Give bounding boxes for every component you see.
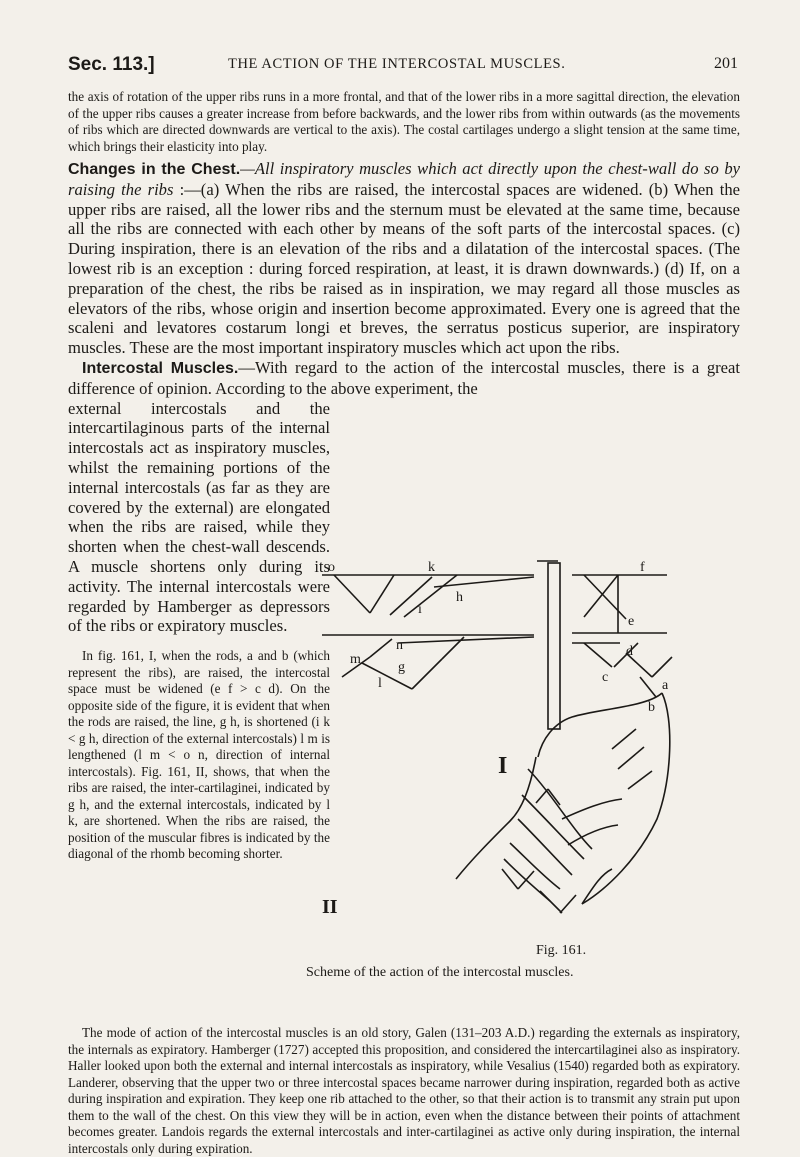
diagram-label: h bbox=[456, 590, 463, 605]
opening-paragraph: the axis of rotation of the upper ribs runs in a more frontal, and that of the lower ribs in a more sagittal direction, the elevation of the upper ribs causes a greater increase from before backwards, and the lower ribs from within outwards (as the movements of ribs which are directed downwards are vertical to the axis). The costal cartilages undergo a slight tension at the same time, which brings their elasticity into play. bbox=[68, 89, 740, 154]
changes-text: :—(a) When the ribs are raised, the intercostal spaces are widened. (b) When the upper ribs are raised, all the lower ribs and the sternum must be elevated at the same time, because all the ribs are connected with each other by means of the soft parts of the intercostal spaces. (c) During inspiration, there is an elevation of the ribs and a dilatation of the intercostal spaces. (The lowest rib is an exception : during forced respiration, at least, it is drawn downwards.) (d) If, on a preparation of the chest, the ribs be raised as in inspiration, we may regard all those muscles as elevators of the ribs, whose origin and insertion become approximated. Every one is agreed that the scaleni and levatores costarum longi et breves, the serratus posticus superior, are inspiratory muscles. These are the most important inspiratory muscles which act upon the ribs. bbox=[68, 179, 740, 358]
intercostal-wrap-text: external intercostals and the intercartilaginous parts of the internal intercostals act as inspiratory muscles, whilst the remaining portions of the internal intercostals (as far as they are covered by the external) are elongated when the ribs are raised, while they shorten when the chest-wall descends. A muscle shortens only during its activity. The internal intercostals were regarded by Hamberger as depressors of the ribs or expiratory muscles. bbox=[68, 398, 330, 636]
diagram-label: d bbox=[626, 644, 633, 659]
diagram-label: e bbox=[628, 614, 635, 629]
intercostal-heading: Intercostal Muscles. bbox=[82, 359, 239, 377]
diagram-label: a bbox=[662, 678, 669, 693]
diagram-label: k bbox=[428, 560, 435, 575]
closing-paragraph: The mode of action of the intercostal muscles is an old story, Galen (131–203 A.D.) regarding the externals as inspiratory, the internals as expiratory. Hamberger (1727) accepted this proposition, and considered the intercartilaginei also as inspiratory. Haller looked upon both the external and internal intercostals as inspiratory, while Vesalius (1540) regarded both as expiratory. Landerer, observing that the upper two or three intercostal spaces became narrower during inspiration, regarded both as active during inspiration and expiration. They keep one rib attached to the other, so that their action is to transmit any strain put upon them to the wall of the chest. On this view they will be in action, even when the distance between their points of attachment becomes greater. Landois regards the external intercostals and inter-cartilaginei as active only during inspiration, the internal intercostals only during expiration. bbox=[68, 1025, 740, 1156]
intercostal-scheme-diagram bbox=[322, 559, 674, 1019]
intercostal-lead: —With regard to the action of the intercostal muscles, there is a great difference of opinion. According to the above experiment, the bbox=[68, 357, 740, 398]
running-head bbox=[68, 54, 738, 80]
diagram-label: m bbox=[350, 652, 361, 667]
intercostal-paragraph bbox=[68, 358, 740, 399]
diagram-label: o bbox=[328, 560, 335, 575]
fiber-line bbox=[334, 575, 370, 613]
diagram-label: b bbox=[648, 700, 655, 715]
figure-caption: Scheme of the action of the intercostal muscles. bbox=[306, 965, 574, 980]
figure-explanation: In fig. 161, I, when the rods, a and b (which represent the ribs), are raised, the intercostal space must be widened (e f > c d). On the opposite side of the figure, it is evident that when the rods are raised, the line, g h, is shortened (i k < g h, direction of the external intercostals) l m is lengthened (l m < o n, direction of internal intercostals). Fig. 161, II, shows, that when the ribs are raised, the inter-cartilaginei, indicated by g h, and the external intercostals, indicated by l k, are shortened. When the ribs are raised, the position of the muscular fibres is indicated by the diagonal of the rhomb becoming shorter. bbox=[68, 648, 330, 862]
diagram-label: c bbox=[602, 670, 609, 685]
section-number: Sec. 113.] bbox=[68, 54, 155, 75]
diagram-labels bbox=[322, 560, 669, 918]
panel-2-label: II bbox=[322, 896, 338, 918]
closing-section bbox=[68, 1025, 740, 1157]
running-title: THE ACTION OF THE INTERCOSTAL MUSCLES. bbox=[228, 56, 566, 72]
diagram-label: f bbox=[640, 560, 645, 575]
changes-lead: —All inspiratory muscles which act directly upon the chest-wall do so by raising the ribs bbox=[68, 159, 740, 199]
changes-heading: Changes in the Chest. bbox=[68, 161, 241, 178]
figure-161 bbox=[306, 559, 674, 1019]
changes-paragraph bbox=[68, 159, 740, 358]
diagram-label: l bbox=[378, 676, 382, 691]
diagram-label: g bbox=[398, 660, 405, 675]
sternum-bar bbox=[548, 563, 560, 729]
diagram-label: n bbox=[396, 638, 403, 653]
page-number: 201 bbox=[714, 55, 738, 72]
panel-1-label: I bbox=[498, 753, 508, 779]
diagram-label: i bbox=[418, 602, 422, 617]
figure-number: Fig. 161. bbox=[536, 943, 587, 958]
